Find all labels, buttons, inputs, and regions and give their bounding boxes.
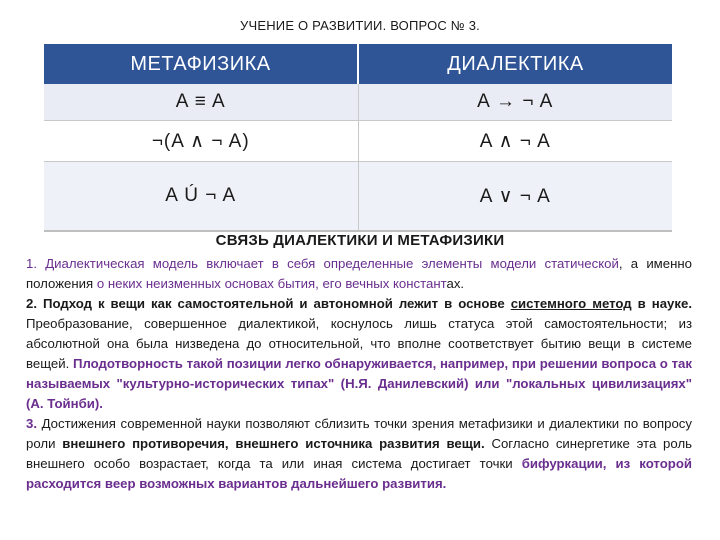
table-cell: A ∨ ¬ A: [358, 162, 672, 232]
comparison-table: [44, 44, 672, 232]
p1-text-b: статической: [544, 256, 619, 271]
paragraph-3: [26, 414, 692, 494]
p3-text-c: Согласно синергетике эта роль внешнего особо возрастает, когда та или иная система достигает точки: [26, 436, 693, 471]
header-metaphysics: МЕТАФИЗИКА: [44, 44, 358, 84]
table-row: [44, 84, 672, 121]
p1-text-a: Диалектическая модель включает в себя определенные элементы модели: [37, 256, 545, 271]
body-text: [26, 254, 692, 494]
paragraph-2: [26, 294, 692, 414]
page-title: УЧЕНИЕ О РАЗВИТИИ. ВОПРОС № 3.: [240, 18, 480, 33]
p3-text-d: бифуркации, из которой расходится веер возможных вариантов дальнейшего развития.: [26, 456, 692, 491]
p2-text-a: 2. Подход к вещи как самостоятельной и автономной лежит в основе: [26, 296, 511, 311]
table-cell: ¬(A ∧ ¬ A): [44, 121, 358, 162]
p2-text-c: в науке.: [631, 296, 692, 311]
p2-text-d: Преобразование, совершенное диалектикой, коснулось лишь статуса этой самостоятельности; из абсолютной она была низведена до относительной, что вполне соответствует бытию вещи в системе вещей.: [26, 316, 692, 371]
p3-number: 3.: [26, 416, 37, 431]
table-header-row: [44, 44, 672, 84]
p2-text-b: системного метод: [510, 296, 632, 311]
header-dialectics: ДИАЛЕКТИКА: [358, 44, 672, 84]
p3-text-b: внешнего противоречия, внешнего источника развития вещи.: [62, 436, 485, 451]
p1-text-e: ах.: [446, 276, 465, 291]
table-cell: A → ¬ A: [358, 84, 672, 121]
paragraph-1: [26, 254, 692, 294]
table-cell: A Ú ¬ A: [44, 162, 358, 232]
table-row: [44, 121, 672, 162]
table-cell: A ≡ A: [44, 84, 358, 121]
section-title: СВЯЗЬ ДИАЛЕКТИКИ И МЕТАФИЗИКИ: [215, 232, 505, 249]
table-cell: A ∧ ¬ A: [358, 121, 672, 162]
p3-text-a: Достижения современной науки позволяют сблизить точки зрения метафизики и диалектики по вопросу роли: [26, 416, 692, 451]
table-row: [44, 162, 672, 232]
p1-number: 1.: [26, 256, 37, 271]
p2-text-e: Плодотворность такой позиции легко обнаруживается, например, при решении вопроса о так называемых "культурно-исторических типах" (Н.Я. Данилевский) или "локальных цивилизациях" (А. Тойнби).: [26, 356, 692, 411]
p1-text-d: о неких неизменных основах бытия, его вечных констант: [96, 276, 447, 291]
p1-text-c: , а именно положения: [26, 256, 692, 291]
